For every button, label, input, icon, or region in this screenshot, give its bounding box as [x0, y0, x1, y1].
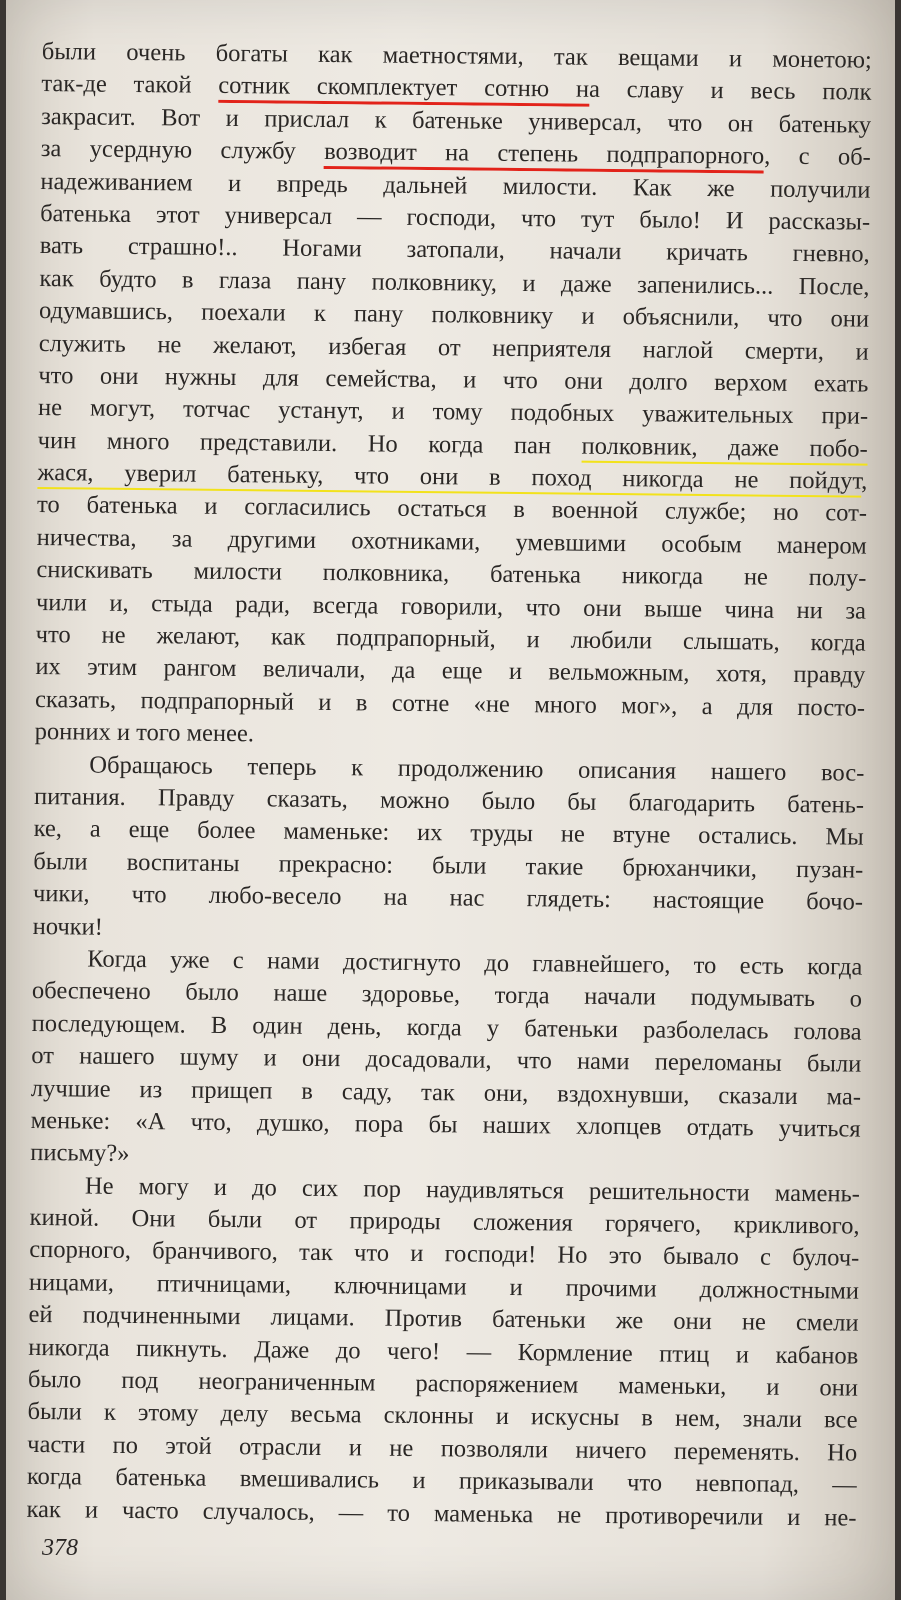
text-line: питания. Правду сказать, можно было бы благодарить батень- [33, 782, 865, 819]
text-line: ницами, птичницами, ключницами и прочими должностными [28, 1268, 860, 1305]
text-line: когда батенька вмешивались и приказывали что невпопад, — [26, 1463, 858, 1499]
text-line: были к этому делу весьма склонны и искусны в нем, знали все [27, 1398, 858, 1435]
text-line: одумавшись, поехали к пану полковнику и объяснили, что они [38, 297, 870, 333]
text-segment: чин много представили. Но когда пан [37, 426, 582, 460]
yellow-underline-highlight: жася, уверил батеньку, что они в поход никогда не пойдут [37, 459, 861, 498]
text-segment: а славу и весь полк [588, 76, 872, 107]
text-line: киной. Они были от природы сложения горячего, крикливого, [29, 1203, 860, 1240]
red-underline-highlight: возводит на степень подпрапорного [324, 138, 764, 174]
yellow-underline-highlight: полковник, даже побо- [581, 432, 867, 465]
text-line: ке, а еще более маменьке: их труды не втуне остались. Мы [33, 815, 864, 852]
text-line: было под неограниченным распоряжением маменьки, и они [27, 1365, 859, 1402]
text-line: от нашего шуму и они досадовали, что нами переломаны были [31, 1042, 862, 1078]
text-line: снискивать милости полковника, батенька никогда не полу- [36, 556, 867, 592]
red-underline-highlight: сотник скомплектует сотню н [218, 72, 589, 107]
text-line: части по этой отрасли и не позволяли ничего переменять. Но [27, 1430, 858, 1467]
text-line: закрасит. Вот и прислал к батеньке универсал, что он батеньку [41, 102, 872, 139]
text-line: спорного, бранчивого, так что и господи! Но это бывало с булоч- [29, 1236, 860, 1273]
text-line: надеживанием и впредь дальней милости. Как же получили [40, 167, 871, 204]
text-line: вать страшно!.. Ногами затопали, начали кричать гневно, [39, 232, 870, 269]
book-page [6, 0, 895, 1600]
text-line: ночки! [32, 912, 104, 941]
text-line: что не желают, как подпрапорный, и любили слышать, когда [35, 620, 866, 657]
text-line: лучшие из прищеп в саду, так они, вздохнувши, сказали ма- [30, 1074, 862, 1111]
text-line: никогда пикнуть. Даже до чего! — Кормление птиц и кабанов [28, 1333, 859, 1370]
text-segment: так-де такой [41, 70, 219, 100]
text-segment: , [861, 467, 868, 495]
text-line: Обращаюсь теперь к продолжению описания нашего вос- [89, 751, 865, 787]
text-line: письму?» [30, 1139, 130, 1168]
text-line: то батенька и согласились остаться в военной службе; но сот- [36, 491, 868, 528]
page-text [26, 36, 872, 1535]
page-number: 378 [42, 1535, 78, 1561]
text-line: как будто в глаза пану полковнику, и даже запенились... После, [39, 264, 870, 301]
text-line: ничества, за другими охотниками, умевшими особым манером [36, 523, 867, 560]
text-line: как и часто случалось, — то маменька не противоречили и не- [26, 1495, 857, 1532]
text-line: Не могу и до сих пор наудивляться решительности мамень- [84, 1172, 861, 1208]
text-line: ей подчиненными лицами. Против батеньки же они не смели [28, 1301, 859, 1337]
text-line: последующем. В один день, когда у батеньки разболелась голова [31, 1009, 862, 1046]
text-segment: , с об- [764, 142, 871, 171]
text-line: что они нужны для семейства, и что они долго верхом ехать [38, 361, 869, 398]
text-line: батенька этот универсал — господи, что тут было! И рассказы- [40, 199, 871, 236]
text-line: чики, что любо-весело на нас глядеть: настоящие бочо- [32, 880, 864, 916]
text-line: Когда уже с нами достигнуто до главнейшего, то есть когда [87, 945, 863, 981]
text-line: были очень богаты как маетностями, так вещами и монетою; [41, 37, 872, 74]
text-line: не могут, тотчас устанут, и тому подобных уважительных при- [37, 394, 869, 430]
text-line: были воспитаны прекрасно: были такие брюханчики, пузан- [33, 847, 864, 884]
text-line: сказать, подпрапорный и в сотне «не много мог», а для посто- [34, 685, 866, 722]
text-line: обеспечено было наше здоровье, тогда начали подумывать о [31, 977, 863, 1013]
text-line: их этим рангом величали, да еще и вельможным, хотя, правду [35, 653, 866, 690]
text-segment: за усердную службу [40, 135, 325, 166]
text-line: чили и, стыда ради, всегда говорили, что они выше чина ни за [35, 588, 867, 625]
text-line: меньке: «А что, душко, пора бы наших хлопцев отдать учиться [30, 1106, 861, 1143]
text-line: служить не желают, избегая от неприятеля наглой смерти, и [38, 329, 869, 366]
text-line: ронних и того менее. [34, 718, 255, 748]
